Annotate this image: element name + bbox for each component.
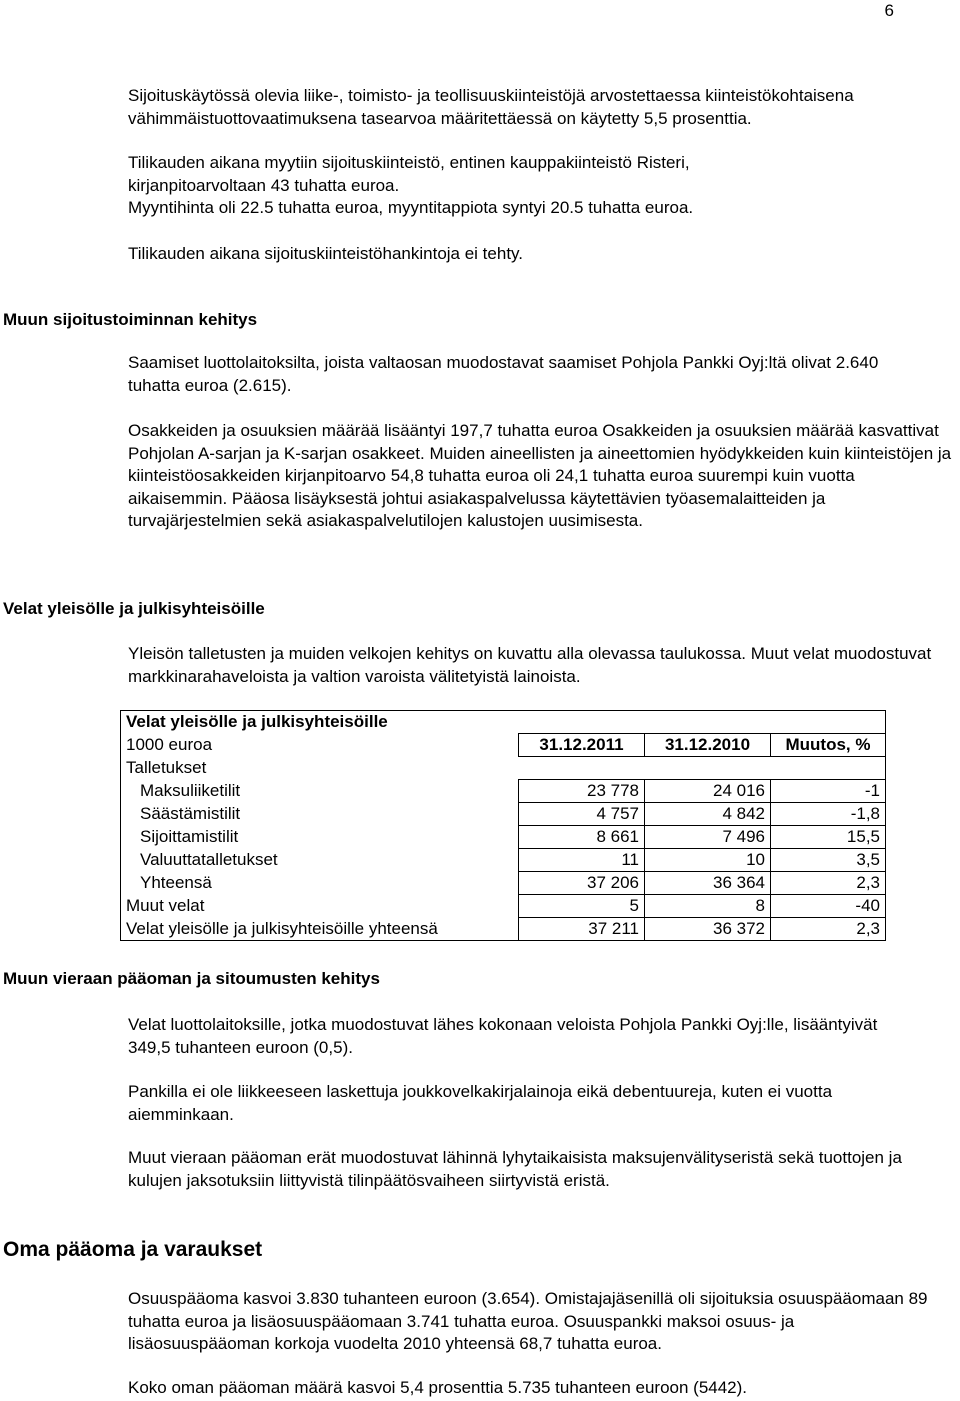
value-2011: 4 757	[519, 803, 645, 826]
value-change: -1,8	[771, 803, 886, 826]
row-label: Maksuliiketilit	[121, 780, 519, 803]
heading-muun-sijoitustoiminnan: Muun sijoitustoiminnan kehitys	[3, 310, 258, 329]
value-2010: 10	[645, 849, 771, 872]
table-row-muut-velat	[121, 895, 886, 918]
value-2011: 5	[519, 895, 645, 918]
paragraph-velat-description: Yleisön talletusten ja muiden velkojen kehitys on kuvattu alla olevassa taulukossa. Muut velat muodostuvat markkinarahaveloista ja valtion varoista välitetyistä lainoista.	[128, 644, 932, 686]
sale-line-1: Tilikauden aikana myytiin sijoituskiinteistö, entinen kauppakiinteistö Risteri,	[128, 153, 690, 172]
table-row	[121, 849, 886, 872]
value-change: 2,3	[771, 872, 886, 895]
column-header-2010: 31.12.2010	[645, 734, 771, 757]
paragraph-muut-erat: Muut vieraan pääoman erät muodostuvat lähinnä lyhytaikaisista maksujenvälityseristä sekä tuottojen ja kulujen jaksotuksiin liittyvistä tilinpäätösvaiheen siirtyvistä eristä.	[128, 1148, 902, 1190]
value-2010: 36 372	[645, 918, 771, 941]
table-group-row	[121, 757, 886, 780]
table-row	[121, 780, 886, 803]
heading-oma-paaoma: Oma pääoma ja varaukset	[3, 1238, 263, 1261]
row-label: Säästämistilit	[121, 803, 519, 826]
value-change: -40	[771, 895, 886, 918]
table-title: Velat yleisölle ja julkisyhteisöille	[121, 711, 886, 734]
value-2010: 7 496	[645, 826, 771, 849]
table-row	[121, 872, 886, 895]
deposits-table	[120, 710, 886, 941]
table-row	[121, 826, 886, 849]
table-row	[121, 803, 886, 826]
paragraph-saamiset: Saamiset luottolaitoksilta, joista valtaosan muodostavat saamiset Pohjola Pankki Oyj:ltä olivat 2.640 tuhatta euroa (2.615).	[128, 353, 879, 395]
paragraph-joukkovelkakirjat: Pankilla ei ole liikkeeseen laskettuja joukkovelkakirjalainoja eikä debentuureja, kuten ei vuotta aiemminkaan.	[128, 1082, 833, 1124]
value-change: 15,5	[771, 826, 886, 849]
value-2011: 37 211	[519, 918, 645, 941]
row-label: Sijoittamistilit	[121, 826, 519, 849]
value-2011: 8 661	[519, 826, 645, 849]
intro-paragraph-acquisitions: Tilikauden aikana sijoituskiinteistöhankintoja ei tehty.	[128, 244, 524, 263]
value-2010: 8	[645, 895, 771, 918]
value-2011: 11	[519, 849, 645, 872]
table-unit: 1000 euroa	[121, 734, 519, 757]
group-label-talletukset: Talletukset	[121, 757, 519, 780]
row-label: Yhteensä	[121, 872, 519, 895]
value-2010: 4 842	[645, 803, 771, 826]
sale-line-2: kirjanpitoarvoltaan 43 tuhatta euroa.	[128, 175, 400, 195]
value-2010: 36 364	[645, 872, 771, 895]
intro-paragraph-sale	[128, 152, 960, 220]
row-label: Muut velat	[121, 895, 519, 918]
value-change: 3,5	[771, 849, 886, 872]
paragraph-oma-paaoma-total: Koko oman pääoman määrä kasvoi 5,4 prosenttia 5.735 tuhanteen euroon (5442).	[128, 1378, 748, 1397]
paragraph-osuuspaaoma: Osuuspääoma kasvoi 3.830 tuhanteen euroon (3.654). Omistajajäsenillä oli sijoituksia osuuspääomaan 89 tuhatta euroa ja lisäosuuspääomaan 3.741 tuhatta euroa. Osuuspankki maksoi osuus- ja lisäosuuspääoman korkoja vuodelta 2010 yhteensä 68,7 tuhatta euroa.	[128, 1289, 928, 1353]
row-label: Velat yleisölle ja julkisyhteisöille yhteensä	[121, 918, 519, 941]
page-number: 6	[884, 1, 894, 20]
heading-vieraan-paaoman: Muun vieraan pääoman ja sitoumusten kehitys	[3, 969, 380, 988]
value-2010: 24 016	[645, 780, 771, 803]
table-title-row	[121, 711, 886, 734]
sale-line-3: Myyntihinta oli 22.5 tuhatta euroa, myyntitappiota syntyi 20.5 tuhatta euroa.	[128, 198, 694, 217]
paragraph-osakkeet: Osakkeiden ja osuuksien määrää lisääntyi 197,7 tuhatta euroa Osakkeiden ja osuuksien määrää kasvattivat Pohjolan A-sarjan ja K-sarjan osakkeet. Muiden aineellisten ja aineettomien hyödykkeiden kuin kiinteistöjen ja kiinteistöosakkeiden kirjanpitoarvo 54,8 tuhatta euroa oli 24,1 tuhatta euroa suurempi kuin vuotta aikaisemmin. Pääosa lisäyksestä johtui asiakaspalvelussa käytettävien työasemalaitteiden ja turvajärjestelmien sekä asiakaspalvelutilojen kalustojen uusimisesta.	[128, 421, 952, 530]
column-header-2011: 31.12.2011	[519, 734, 645, 757]
table-header-row	[121, 734, 886, 757]
value-change: 2,3	[771, 918, 886, 941]
row-label: Valuuttatalletukset	[121, 849, 519, 872]
table-row-total	[121, 918, 886, 941]
column-header-change: Muutos, %	[771, 734, 886, 757]
value-2011: 23 778	[519, 780, 645, 803]
value-change: -1	[771, 780, 886, 803]
value-2011: 37 206	[519, 872, 645, 895]
intro-paragraph-valuation: Sijoituskäytössä olevia liike-, toimisto- ja teollisuuskiinteistöjä arvostettaessa kiinteistökohtaisena vähimmäistuottovaatimuksena tasearvoa määritettäessä on käytetty 5,5 prosenttia.	[128, 86, 854, 128]
heading-velat-yleisolle: Velat yleisölle ja julkisyhteisöille	[3, 599, 265, 618]
paragraph-velat-luottolaitoksille: Velat luottolaitoksille, jotka muodostuvat lähes kokonaan veloista Pohjola Pankki Oyj:lle, lisääntyivät 349,5 tuhanteen euroon (0,5).	[128, 1015, 878, 1057]
